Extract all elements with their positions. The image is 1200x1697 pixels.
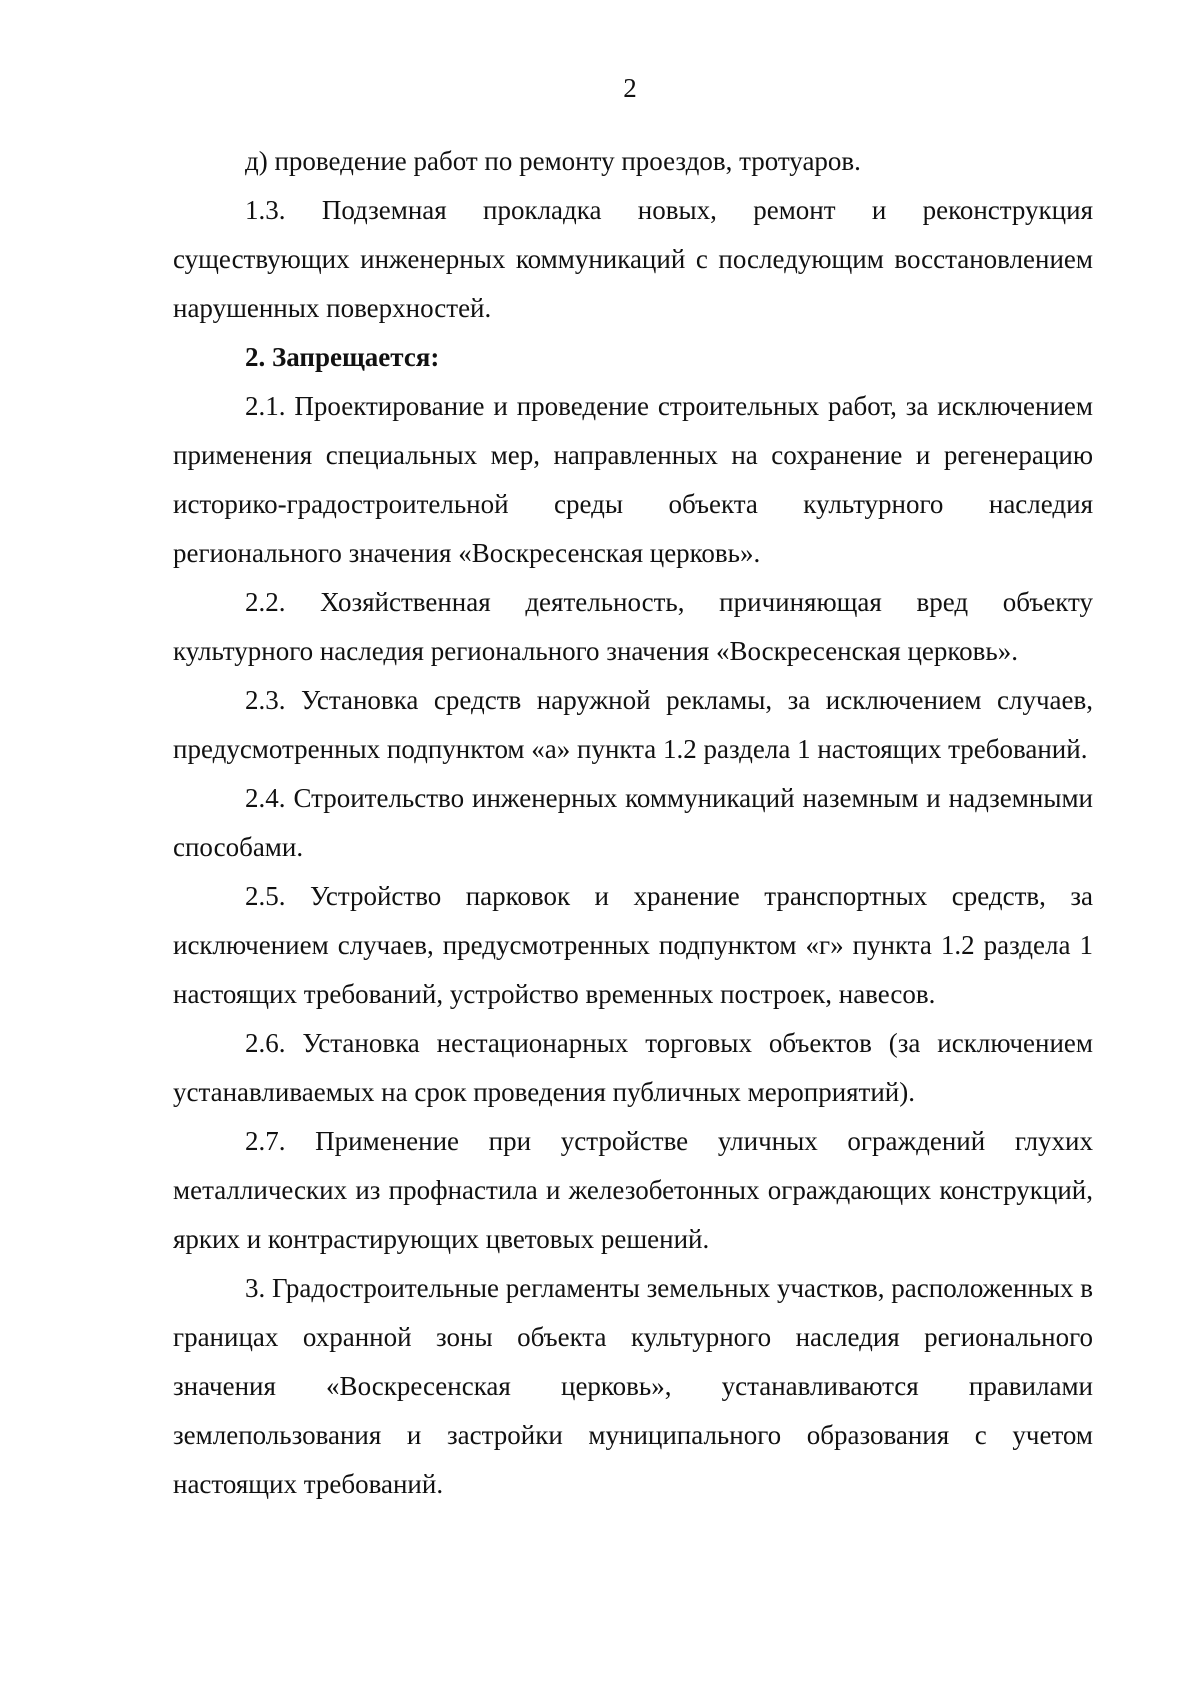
paragraph-1-3: 1.3. Подземная прокладка новых, ремонт и реконструкция существующих инженерных коммуникаций с последующим восстановлением нарушенных поверхностей. xyxy=(173,195,1093,323)
paragraph-2-3: 2.3. Установка средств наружной рекламы, за исключением случаев, предусмотренных подпунктом «а» пункта 1.2 раздела 1 настоящих требований. xyxy=(173,685,1093,764)
paragraph-2-4: 2.4. Строительство инженерных коммуникаций наземным и надземными способами. xyxy=(173,783,1093,862)
paragraph-2-1: 2.1. Проектирование и проведение строительных работ, за исключением применения специальных мер, направленных на сохранение и регенерацию историко-градостроительной среды объекта культурного наследия регионального значения «Воскресенская церковь». xyxy=(173,391,1093,568)
document-body xyxy=(173,137,1093,1509)
paragraph-2-2: 2.2. Хозяйственная деятельность, причиняющая вред объекту культурного наследия регионального значения «Воскресенская церковь». xyxy=(173,587,1093,666)
paragraph-3: 3. Градостроительные регламенты земельных участков, расположенных в границах охранной зоны объекта культурного наследия регионального значения «Воскресенская церковь», устанавливаются правилами землепользования и застройки муниципального образования с учетом настоящих требований. xyxy=(173,1273,1093,1499)
section-heading-prohibited: 2. Запрещается: xyxy=(245,342,440,372)
paragraph-d: д) проведение работ по ремонту проездов, тротуаров. xyxy=(245,146,861,176)
paragraph-2-6: 2.6. Установка нестационарных торговых объектов (за исключением устанавливаемых на срок проведения публичных мероприятий). xyxy=(173,1028,1093,1107)
page-number: 2 xyxy=(623,73,637,103)
paragraph-2-7: 2.7. Применение при устройстве уличных ограждений глухих металлических из профнастила и железобетонных ограждающих конструкций, ярких и контрастирующих цветовых решений. xyxy=(173,1126,1093,1254)
paragraph-2-5: 2.5. Устройство парковок и хранение транспортных средств, за исключением случаев, предусмотренных подпунктом «г» пункта 1.2 раздела 1 настоящих требований, устройство временных построек, навесов. xyxy=(173,881,1093,1009)
